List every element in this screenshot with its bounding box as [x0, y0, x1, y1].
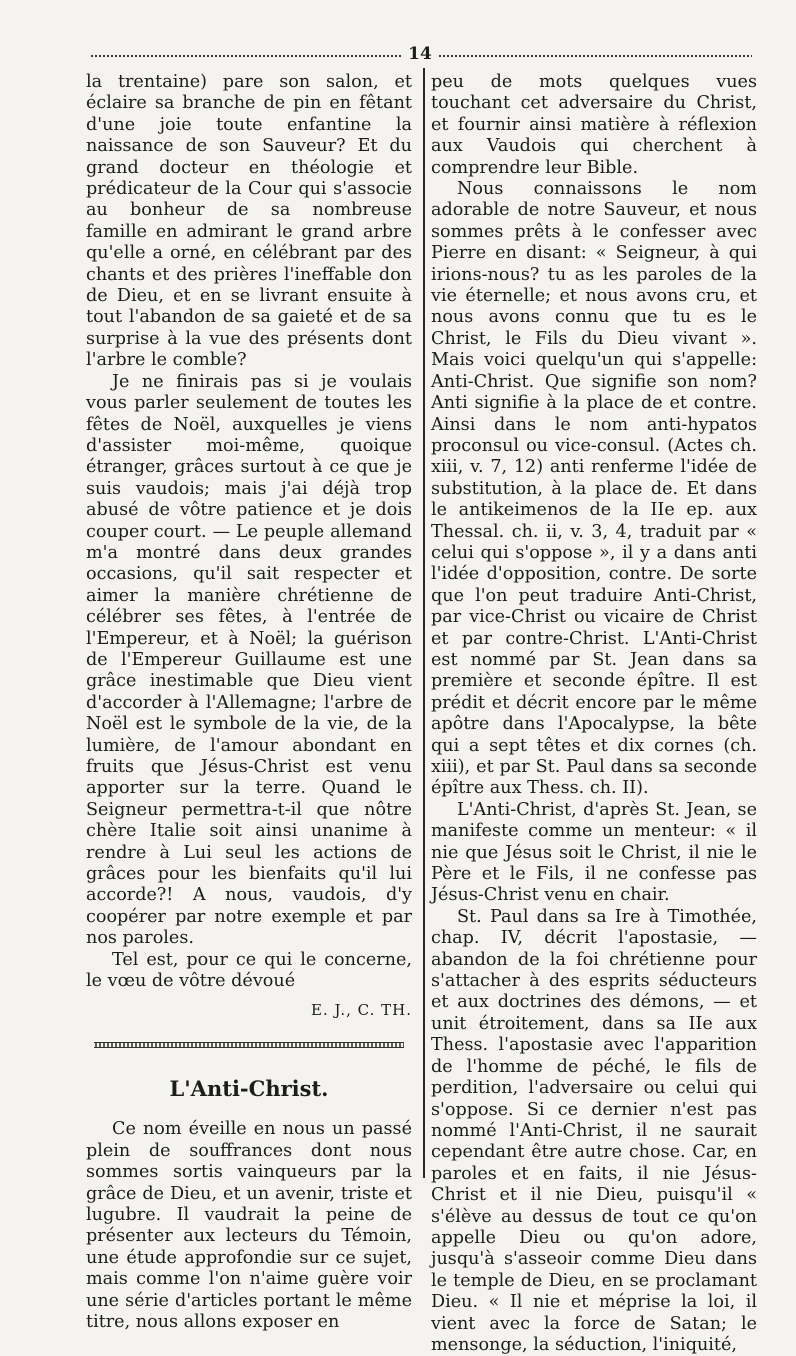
paragraph: L'Anti-Christ, d'après St. Jean, se manifeste comme un menteur: « il nie que Jésus soit le Christ, il nie le Père et le Fils, il ne confesse pas Jésus-Christ venu en chair. [431, 799, 757, 906]
paragraph: Tel est, pour ce qui le concerne, le vœu de vôtre dévoué [86, 949, 412, 992]
section-title: L'Anti-Christ. [169, 1075, 329, 1101]
column-divider [423, 68, 425, 1178]
paragraph: peu de mots quelques vues touchant cet adversaire du Christ, et fournir ainsi matière à réflexion aux Vaudois qui cherchent à comprendre leur Bible. [431, 72, 757, 178]
paragraph: la trentaine) pare son salon, et éclaire sa branche de pin en fêtant d'une joie toute enfantine la naissance de son Sauveur? Et du grand docteur en théologie et prédicateur de la Cour qui s'associe au bonheur de sa nombreuse famille en admirant le grand arbre qu'elle a orné, en célébrant par des chants et des prières l'ineffable don de Dieu, et en se livrant ensuite à tout l'abandon de sa gaieté et de sa surprise à la vue des présents dont l'arbre le comble? [86, 72, 412, 371]
paragraph: Nous connaissons le nom adorable de notre Sauveur, et nous sommes prêts à le confesser avec Pierre en disant: « Seigneur, à qui irions-nous? tu as les paroles de la vie éternelle; et nous avons cru, et nous avons connu que tu es le Christ, le Fils du Dieu vivant ». Mais voici quelqu'un qui s'appelle: Anti-Christ. Que signifie son nom? Anti signifie à la place de et contre. Ainsi dans le nom anti-hypatos proconsul ou vice-consul. (Actes ch. xiii, v. 7, 12) anti renferme l'idée de substitution, à la place de. Et dans le antikeimenos de la IIe ep. aux Thessal. ch. ii, v. 3, 4, traduit par « celui qui s'oppose », il y a dans anti l'idée d'opposition, contre. De sorte que l'on peut traduire Anti-Christ, par vice-Christ ou vicaire de Christ et par contre-Christ. L'Anti-Christ est nommé par St. Jean dans sa première et seconde épître. Il est prédit et décrit encore par le même apôtre dans l'Apocalypse, la bête qui a sept têtes et dix cornes (ch. xiii), et par St. Paul dans sa seconde épître aux Thess. ch. II). [431, 179, 757, 799]
left-column [86, 72, 412, 1333]
signature: E. J., C. TH. [311, 1001, 412, 1020]
right-column [431, 72, 757, 1356]
header-ornament-left [90, 54, 402, 58]
paragraph: Ce nom éveille en nous un passé plein de souffrances dont nous sommes sortis vainqueurs par la grâce de Dieu, et un avenir, triste et lugubre. Il vaudrait la peine de présenter aux lecteurs du Témoin, une étude approfondie sur ce sujet, mais comme l'on n'aime guère voir une série d'articles portant le même titre, nous allons exposer en [86, 1119, 412, 1332]
paragraph: St. Paul dans sa Ire à Timothée, chap. IV, décrit l'apostasie, — abandon de la foi chrétienne pour s'attacher à des esprits séducteurs et aux doctrines des démons, — et unit étroitement, dans sa IIe aux Thess. l'apostasie avec l'apparition de l'homme de péché, le fils de perdition, l'adversaire ou celui qui s'oppose. Si ce dernier n'est pas nommé l'Anti-Christ, il ne saurait cependant être autre chose. Car, en paroles et en faits, il nie Jésus-Christ et il nie Dieu, puisqu'il « s'élève au dessus de tout ce qu'on appelle Dieu ou qu'on adore, jusqu'à s'asseoir comme Dieu dans le temple de Dieu, en se proclamant Dieu. « Il nie et méprise la loi, il vient avec la force de Satan; le mensonge, la séduction, l'iniquité, [431, 906, 757, 1355]
page-number: 14 [408, 44, 432, 64]
header-ornament-right [438, 54, 752, 58]
page-header [90, 44, 752, 66]
section-separator [94, 1042, 404, 1048]
paragraph: Je ne finirais pas si je voulais vous parler seulement de toutes les fêtes de Noël, auxquelles je viens d'assister moi-même, quoique étranger, grâces surtout à ce que je suis vaudois; mais j'ai déjà trop abusé de vôtre patience et je dois couper court. — Le peuple allemand m'a montré dans deux grandes occasions, qu'il sait respecter et aimer la manière chrétienne de célébrer ses fêtes, à l'entrée de l'Empereur, et à Noël; la guérison de l'Empereur Guillaume est une grâce inestimable que Dieu vient d'accorder à l'Allemagne; l'arbre de Noël est le symbole de la vie, de la lumière, de l'amour abondant en fruits que Jésus-Christ est venu apporter sur la terre. Quand le Seigneur permettra-t-il que nôtre chère Italie soit ainsi unanime à rendre à Lui seul les actions de grâces pour les bienfaits qu'il lui accorde?! A nous, vaudois, d'y coopérer par notre exemple et par nos paroles. [86, 371, 412, 949]
